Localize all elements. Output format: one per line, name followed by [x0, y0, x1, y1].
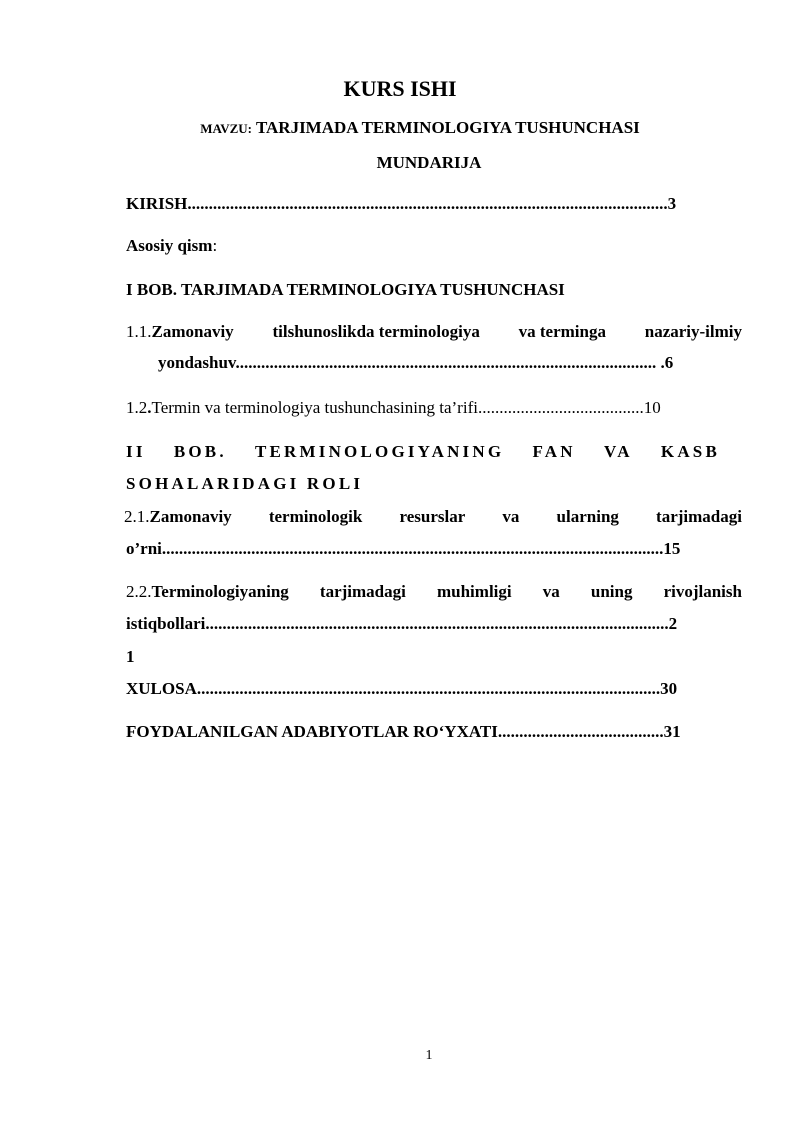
topic-text: TARJIMADA TERMINOLOGIYA TUSHUNCHASI — [255, 118, 640, 137]
section-word: Terminologiyaning — [151, 582, 289, 601]
section-number: 1.1. — [126, 322, 152, 341]
section-word: rivojlanish — [663, 582, 742, 601]
section-word: va — [502, 507, 520, 526]
toc-entry-2-1 — [124, 507, 742, 527]
toc-entry-chapter2-line2: SOHALARIDAGI ROLI — [126, 474, 364, 493]
topic-label: MAVZU: — [200, 121, 252, 136]
toc-entry-main-part — [126, 236, 217, 256]
toc-entry-1-1 — [126, 322, 742, 342]
section-word: va — [542, 582, 560, 601]
section-word: nazariy-ilmiy — [644, 322, 742, 341]
section-word: terminologik — [268, 507, 363, 526]
section-word: va terminga — [518, 322, 606, 341]
section-word: resurslar — [399, 507, 466, 526]
toc-heading: MUNDARIJA — [376, 153, 482, 172]
section-word: Zamonaviy — [149, 507, 232, 526]
section-number: 1.2 — [126, 398, 148, 417]
section-title: Termin va terminologiya tushunchasining ta’rifi.......................................10 — [151, 398, 661, 417]
toc-entry-1-2 — [126, 398, 661, 418]
main-part-colon: : — [212, 236, 218, 255]
toc-entry-intro: KIRISH.................................................................................................................3 — [126, 194, 677, 213]
toc-entry-chapter1: I BOB. TARJIMADA TERMINOLOGIYA TUSHUNCHASI — [126, 280, 565, 299]
toc-entry-conclusion: XULOSA.............................................................................................................30 — [126, 679, 678, 698]
toc-entry-chapter2 — [126, 442, 720, 462]
chapter-word: BOB. — [173, 442, 227, 461]
toc-entry-2-1-line2: o’rni......................................................................................................................15 — [126, 539, 681, 558]
chapter-word: TERMINOLOGIYANING — [254, 442, 505, 461]
chapter-word: FAN — [532, 442, 576, 461]
document-title: KURS ISHI — [343, 76, 457, 101]
section-word: uning — [590, 582, 633, 601]
section-word: Zamonaviy — [151, 322, 234, 341]
toc-entry-references: FOYDALANILGAN ADABIYOTLAR RO‘YXATI.......................................31 — [126, 722, 681, 741]
toc-entry-2-2-line2: istiqbollari.............................................................................................................2 — [126, 614, 678, 633]
toc-entry-1-1-line2: yondashuv................................................................................................... .6 — [158, 353, 674, 372]
section-number: 2.1. — [124, 507, 150, 526]
section-word: ularning — [556, 507, 619, 526]
section-word: tilshunoslikda terminologiya — [272, 322, 480, 341]
section-number-dot: . — [147, 398, 152, 417]
page-number: 1 — [425, 1048, 433, 1063]
section-word: muhimligi — [436, 582, 512, 601]
section-number: 2.2. — [126, 582, 152, 601]
toc-entry-2-2 — [126, 582, 742, 602]
topic-line — [0, 118, 800, 138]
section-word: tarjimadagi — [319, 582, 406, 601]
main-part-label: Asosiy qism — [126, 236, 213, 255]
toc-entry-2-2-line3: 1 — [126, 647, 135, 666]
chapter-word: II — [126, 442, 146, 461]
chapter-word: KASB — [660, 442, 720, 461]
section-word: tarjimadagi — [656, 507, 742, 526]
chapter-word: VA — [603, 442, 633, 461]
